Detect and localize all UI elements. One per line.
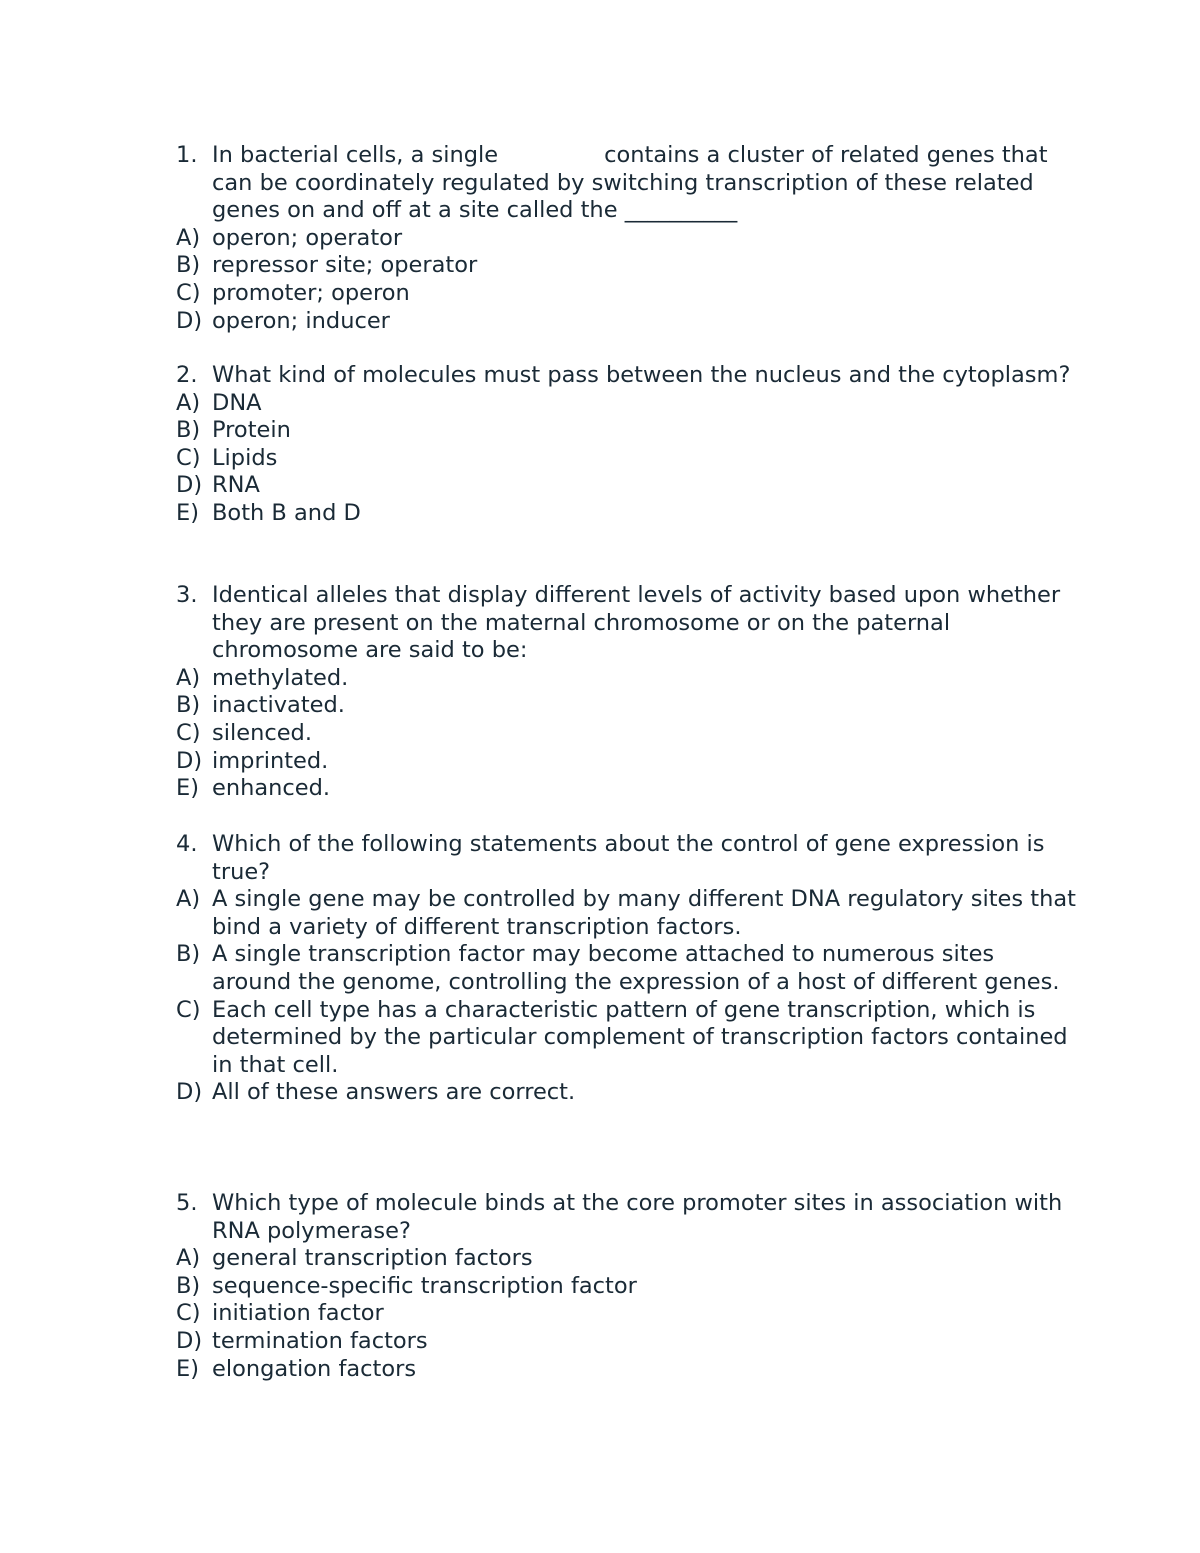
option-text: elongation factors xyxy=(212,1355,417,1382)
option-text: methylated. xyxy=(212,664,349,691)
option-d xyxy=(176,1079,1076,1107)
option-text: Protein xyxy=(212,417,291,444)
option-c xyxy=(176,280,1076,308)
option-b xyxy=(176,692,1076,720)
option-letter: D) xyxy=(176,472,203,499)
question-number: 5. xyxy=(176,1190,198,1216)
option-text: Lipids xyxy=(212,444,278,471)
question-3 xyxy=(176,582,1076,803)
option-text: All of these answers are correct. xyxy=(212,1079,576,1106)
option-text: enhanced. xyxy=(212,775,331,802)
question-1 xyxy=(176,142,1076,335)
option-text: A single transcription factor may become attached to numerous sites around the genome, controlling the expression of a host of different genes. xyxy=(212,941,1060,995)
option-d xyxy=(176,748,1076,776)
option-text: initiation factor xyxy=(212,1300,384,1327)
option-text: DNA xyxy=(212,389,262,416)
option-letter: E) xyxy=(176,1355,199,1382)
option-text: A single gene may be controlled by many different DNA regulatory sites that bind a variety of different transcription factors. xyxy=(212,886,1076,940)
option-letter: D) xyxy=(176,1079,203,1106)
option-text: Both B and D xyxy=(212,499,361,526)
option-c xyxy=(176,1300,1076,1328)
option-letter: E) xyxy=(176,775,199,802)
option-d xyxy=(176,1328,1076,1356)
question-stem xyxy=(176,362,1076,390)
option-text: operon; operator xyxy=(212,224,403,251)
option-text: Each cell type has a characteristic pattern of gene transcription, which is determined by the particular complement of transcription factors contained in that cell. xyxy=(212,996,1068,1078)
option-letter: A) xyxy=(176,886,201,913)
question-text-part2: contains a cluster of related genes that can be coordinately regulated by switching transcription of these related genes on and off at a site called the __________ xyxy=(212,142,1048,224)
option-letter: D) xyxy=(176,1327,203,1354)
option-letter: A) xyxy=(176,389,201,416)
option-d xyxy=(176,472,1076,500)
question-number: 2. xyxy=(176,362,198,388)
option-e xyxy=(176,500,1076,528)
option-letter: B) xyxy=(176,252,201,279)
option-letter: C) xyxy=(176,719,201,746)
option-letter: D) xyxy=(176,307,203,334)
question-text: Which of the following statements about the control of gene expression is true? xyxy=(212,831,1045,885)
option-letter: C) xyxy=(176,996,201,1023)
question-text: What kind of molecules must pass between the nucleus and the cytoplasm? xyxy=(212,362,1071,388)
option-c xyxy=(176,997,1076,1080)
option-letter: C) xyxy=(176,279,201,306)
question-number: 3. xyxy=(176,582,198,608)
option-letter: B) xyxy=(176,417,201,444)
question-stem xyxy=(176,582,1076,665)
option-a xyxy=(176,1245,1076,1273)
option-letter: C) xyxy=(176,1300,201,1327)
option-text: general transcription factors xyxy=(212,1245,533,1272)
option-b xyxy=(176,252,1076,280)
option-a xyxy=(176,665,1076,693)
option-text: RNA xyxy=(212,472,260,499)
question-stem xyxy=(176,831,1076,886)
option-letter: B) xyxy=(176,941,201,968)
option-letter: B) xyxy=(176,692,201,719)
option-text: silenced. xyxy=(212,719,312,746)
question-text-part1: In bacterial cells, a single xyxy=(212,142,499,168)
option-b xyxy=(176,417,1076,445)
option-letter: A) xyxy=(176,1245,201,1272)
option-letter: C) xyxy=(176,444,201,471)
option-c xyxy=(176,445,1076,473)
option-text: termination factors xyxy=(212,1327,428,1354)
question-5 xyxy=(176,1190,1076,1383)
option-letter: A) xyxy=(176,224,201,251)
question-4 xyxy=(176,831,1076,1107)
question-text: Identical alleles that display different levels of activity based upon whether they are present on the maternal chromosome or on the paternal chromosome are said to be: xyxy=(212,582,1061,664)
option-e xyxy=(176,775,1076,803)
option-letter: E) xyxy=(176,499,199,526)
option-letter: D) xyxy=(176,747,203,774)
question-stem xyxy=(176,1190,1076,1245)
option-e xyxy=(176,1356,1076,1384)
option-a xyxy=(176,390,1076,418)
option-b xyxy=(176,1273,1076,1301)
option-a xyxy=(176,886,1076,941)
question-text: Which type of molecule binds at the core promoter sites in association with RNA polymerase? xyxy=(212,1190,1063,1244)
option-b xyxy=(176,941,1076,996)
option-text: inactivated. xyxy=(212,692,345,719)
question-number: 1. xyxy=(176,142,198,168)
option-text: operon; inducer xyxy=(212,307,390,334)
question-number: 4. xyxy=(176,831,198,857)
option-c xyxy=(176,720,1076,748)
option-text: sequence-specific transcription factor xyxy=(212,1272,637,1299)
option-text: promoter; operon xyxy=(212,279,410,306)
question-stem xyxy=(176,142,1076,225)
option-text: repressor site; operator xyxy=(212,252,478,279)
question-2 xyxy=(176,362,1076,528)
option-letter: A) xyxy=(176,664,201,691)
option-d xyxy=(176,308,1076,336)
option-text: imprinted. xyxy=(212,747,329,774)
option-a xyxy=(176,225,1076,253)
option-letter: B) xyxy=(176,1272,201,1299)
